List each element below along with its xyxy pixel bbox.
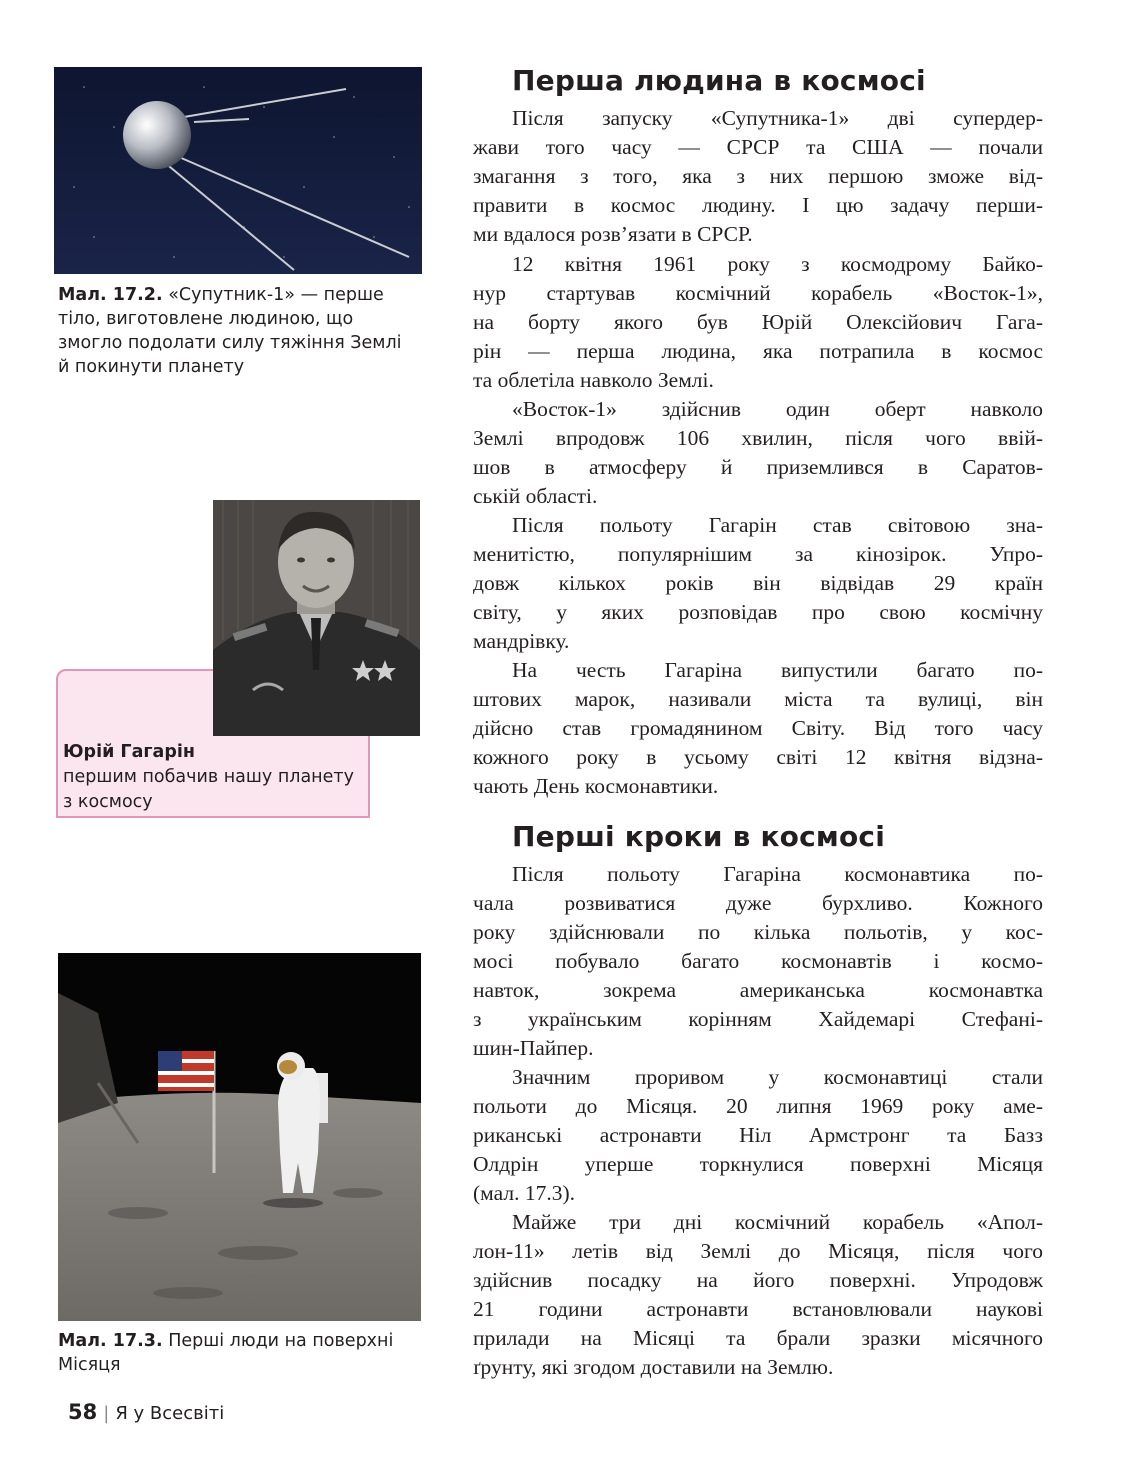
footer-separator: | — [103, 1403, 110, 1424]
paragraph-line: чала розвиватися дуже бурхливо. Кожного — [473, 891, 1043, 915]
paragraph-line: навток, зокрема американська космонавтка — [473, 978, 1043, 1002]
gagarin-name: Юрій Гагарін — [63, 742, 195, 762]
moon-caption-line: Перші люди на поверхні — [168, 1331, 394, 1351]
sputnik-caption-line: змогло подолати силу тяжіння Землі — [58, 333, 402, 353]
paragraph-line: світу, у яких розповідав про свою космічну — [473, 600, 1043, 624]
moon-caption — [58, 1329, 418, 1377]
moon-caption-line: Місяця — [58, 1355, 121, 1375]
section2-heading: Перші кроки в космосі — [512, 820, 886, 853]
sputnik-caption-label: Мал. 17.2. — [58, 285, 163, 305]
paragraph-line: рін — перша людина, яка потрапила в космос — [473, 339, 1043, 363]
section1-heading: Перша людина в космосі — [512, 64, 926, 97]
paragraph-line: прилади на Місяці та брали зразки місячного — [473, 1326, 1043, 1350]
sputnik-caption-line: «Супутник-1» — перше — [168, 285, 384, 305]
paragraph-line: кожного року в усьому світі 12 квітня відзна- — [473, 745, 1043, 769]
paragraph-line: нур стартував космічний корабель «Восток-1», — [473, 281, 1043, 305]
footer-section-title: Я у Всесвіті — [115, 1403, 225, 1424]
sputnik-photo — [54, 67, 422, 274]
paragraph-line: чають День космонавтики. — [473, 774, 719, 798]
page-footer — [68, 1400, 224, 1424]
paragraph-line: ґрунту, які згодом доставили на Землю. — [473, 1355, 834, 1379]
paragraph-line: Землі впродовж 106 хвилин, після чого ввій- — [473, 426, 1043, 450]
paragraph-line: ській області. — [473, 484, 598, 508]
paragraph-line: лон-11» летів від Землі до Місяця, після чого — [473, 1239, 1043, 1263]
paragraph-line: здійснив посадку на його поверхні. Упродовж — [473, 1268, 1043, 1292]
gagarin-portrait — [213, 500, 420, 736]
paragraph-line: на борту якого був Юрій Олексійович Гага- — [473, 310, 1043, 334]
paragraph-line: шов в атмосферу й приземлився в Саратов- — [473, 455, 1043, 479]
paragraph-line: Майже три дні космічний корабель «Апол- — [512, 1210, 1043, 1234]
sputnik-caption-line: тіло, виготовлене людиною, що — [58, 309, 354, 329]
paragraph-line: дійсно став громадянином Світу. Від того часу — [473, 716, 1043, 740]
paragraph-line: На честь Гагаріна випустили багато по- — [512, 658, 1043, 682]
paragraph-line: мосі побувало багато космонавтів і космо- — [473, 949, 1043, 973]
paragraph-line: правити в космос людину. І цю задачу перши- — [473, 193, 1043, 217]
gagarin-bio-line: першим побачив нашу планету — [63, 767, 354, 787]
paragraph-line: 12 квітня 1961 року з космодрому Байко- — [512, 252, 1043, 276]
paragraph-line: 21 години астронавти встановлювали наукові — [473, 1297, 1043, 1321]
sputnik-caption-line: й покинути планету — [58, 357, 245, 377]
paragraph-line: мандрівку. — [473, 629, 570, 653]
paragraph-line: польоти до Місяця. 20 липня 1969 року аме- — [473, 1094, 1043, 1118]
paragraph-line: менитістю, популярнішим за кінозірок. Упро- — [473, 542, 1043, 566]
paragraph-line: та облетіла навколо Землі. — [473, 368, 714, 392]
sputnik-caption — [58, 283, 418, 379]
paragraph-line: Після польоту Гагаріна космонавтика по- — [512, 862, 1043, 886]
paragraph-line: риканські астронавти Ніл Армстронг та Базз — [473, 1123, 1043, 1147]
paragraph-line: Після польоту Гагарін став світовою зна- — [512, 513, 1043, 537]
paragraph-line: «Восток-1» здійснив один оберт навколо — [512, 397, 1043, 421]
paragraph-line: Олдрін уперше торкнулися поверхні Місяця — [473, 1152, 1043, 1176]
moon-caption-label: Мал. 17.3. — [58, 1331, 163, 1351]
paragraph-line: року здійснювали по кілька польотів, у кос- — [473, 920, 1043, 944]
page-number: 58 — [68, 1400, 98, 1424]
paragraph-line: Значним проривом у космонавтиці стали — [512, 1065, 1043, 1089]
paragraph-line: довж кількох років він відвідав 29 країн — [473, 571, 1043, 595]
paragraph-line: жави того часу — СРСР та США — почали — [473, 135, 1043, 159]
paragraph-line: змагання з того, яка з них першою зможе від- — [473, 164, 1043, 188]
paragraph-line: шин-Пайпер. — [473, 1036, 594, 1060]
paragraph-line: (мал. 17.3). — [473, 1181, 575, 1205]
moon-landing-photo — [58, 953, 421, 1321]
gagarin-bio-line: з космосу — [63, 792, 153, 812]
paragraph-line: ми вдалося розв’язати в СРСР. — [473, 222, 753, 246]
paragraph-line: Після запуску «Супутника-1» дві супердер- — [512, 106, 1043, 130]
paragraph-line: штових марок, називали міста та вулиці, він — [473, 687, 1043, 711]
paragraph-line: з українським корінням Хайдемарі Стефані- — [473, 1007, 1043, 1031]
gagarin-bio-text — [63, 740, 363, 815]
